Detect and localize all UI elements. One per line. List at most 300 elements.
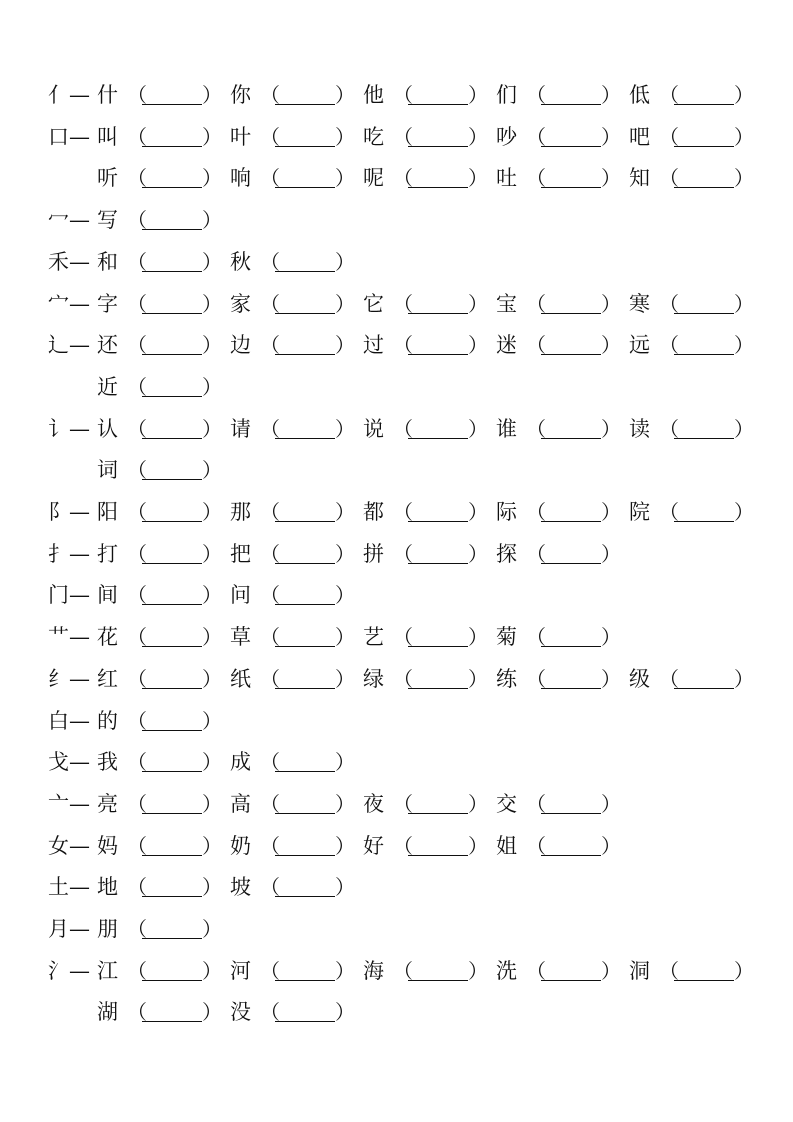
paren-close: ） [601, 166, 621, 190]
paren-open: （ [127, 250, 147, 274]
character: 花 [97, 625, 118, 649]
paren-open: （ [127, 750, 147, 774]
answer-blank [275, 855, 335, 856]
paren-close: ） [335, 625, 355, 649]
character: 好 [363, 834, 384, 858]
answer-blank [541, 354, 601, 355]
character: 边 [230, 333, 251, 357]
character: 吵 [496, 125, 517, 149]
radical-label: 月— [48, 917, 90, 941]
answer-input[interactable] [275, 999, 335, 1021]
character: 认 [97, 417, 118, 441]
paren-open: （ [127, 500, 147, 524]
answer-input[interactable] [142, 999, 202, 1021]
character: 河 [230, 959, 251, 983]
paren-close: ） [468, 292, 488, 316]
answer-input[interactable] [541, 958, 601, 980]
answer-input[interactable] [674, 332, 734, 354]
paren-open: （ [393, 667, 413, 691]
character: 我 [97, 750, 118, 774]
character: 的 [97, 709, 118, 733]
exercise-row [0, 582, 793, 608]
answer-input[interactable] [541, 124, 601, 146]
paren-close: ） [734, 417, 754, 441]
answer-input[interactable] [142, 791, 202, 813]
paren-close: ） [335, 834, 355, 858]
answer-blank [674, 438, 734, 439]
answer-input[interactable] [674, 416, 734, 438]
paren-close: ） [601, 292, 621, 316]
answer-input[interactable] [275, 416, 335, 438]
answer-input[interactable] [275, 82, 335, 104]
exercise-row [0, 749, 793, 775]
answer-input[interactable] [142, 582, 202, 604]
answer-input[interactable] [541, 82, 601, 104]
answer-blank [142, 229, 202, 230]
answer-blank [541, 187, 601, 188]
exercise-row [0, 249, 793, 275]
paren-open: （ [260, 83, 280, 107]
paren-close: ） [202, 1000, 222, 1024]
answer-blank [674, 104, 734, 105]
answer-input[interactable] [408, 666, 468, 688]
character: 吐 [496, 166, 517, 190]
answer-blank [142, 271, 202, 272]
exercise-row [0, 82, 793, 108]
answer-input[interactable] [275, 749, 335, 771]
paren-open: （ [659, 83, 679, 107]
paren-open: （ [260, 750, 280, 774]
exercise-row [0, 624, 793, 650]
answer-blank [674, 980, 734, 981]
exercise-row [0, 457, 793, 483]
answer-input[interactable] [275, 291, 335, 313]
character: 艺 [363, 625, 384, 649]
character: 江 [97, 959, 118, 983]
paren-open: （ [260, 417, 280, 441]
paren-close: ） [468, 542, 488, 566]
answer-blank [142, 313, 202, 314]
paren-close: ） [468, 792, 488, 816]
answer-input[interactable] [408, 165, 468, 187]
answer-input[interactable] [674, 291, 734, 313]
answer-blank [408, 146, 468, 147]
paren-open: （ [127, 667, 147, 691]
paren-close: ） [202, 625, 222, 649]
answer-input[interactable] [408, 82, 468, 104]
paren-open: （ [260, 959, 280, 983]
paren-open: （ [260, 166, 280, 190]
answer-input[interactable] [142, 958, 202, 980]
answer-input[interactable] [275, 124, 335, 146]
paren-close: ） [202, 83, 222, 107]
answer-input[interactable] [408, 958, 468, 980]
paren-close: ） [468, 166, 488, 190]
paren-open: （ [526, 292, 546, 316]
character: 问 [230, 583, 251, 607]
exercise-row [0, 374, 793, 400]
paren-open: （ [127, 959, 147, 983]
exercise-row [0, 833, 793, 859]
answer-blank [275, 771, 335, 772]
answer-blank [142, 104, 202, 105]
paren-close: ） [734, 292, 754, 316]
answer-input[interactable] [408, 416, 468, 438]
answer-blank [408, 438, 468, 439]
paren-open: （ [260, 625, 280, 649]
character: 级 [629, 667, 650, 691]
answer-input[interactable] [275, 541, 335, 563]
radical-label: 白— [48, 709, 90, 733]
character: 红 [97, 667, 118, 691]
paren-close: ） [335, 417, 355, 441]
answer-input[interactable] [142, 249, 202, 271]
paren-close: ） [601, 959, 621, 983]
answer-blank [275, 104, 335, 105]
answer-input[interactable] [408, 291, 468, 313]
radical-label: 冖— [48, 208, 90, 232]
answer-input[interactable] [275, 582, 335, 604]
character: 绿 [363, 667, 384, 691]
answer-input[interactable] [275, 666, 335, 688]
answer-blank [275, 521, 335, 522]
paren-close: ） [468, 83, 488, 107]
answer-blank [408, 813, 468, 814]
paren-close: ） [335, 500, 355, 524]
paren-open: （ [127, 333, 147, 357]
answer-blank [674, 688, 734, 689]
answer-blank [541, 646, 601, 647]
answer-input[interactable] [142, 332, 202, 354]
answer-input[interactable] [142, 708, 202, 730]
character: 请 [230, 417, 251, 441]
paren-open: （ [526, 83, 546, 107]
answer-blank [408, 354, 468, 355]
answer-blank [674, 354, 734, 355]
character: 间 [97, 583, 118, 607]
exercise-row [0, 499, 793, 525]
paren-open: （ [260, 292, 280, 316]
exercise-row [0, 708, 793, 734]
character: 什 [97, 83, 118, 107]
paren-close: ） [468, 959, 488, 983]
answer-blank [142, 438, 202, 439]
answer-input[interactable] [275, 791, 335, 813]
answer-blank [408, 980, 468, 981]
paren-close: ） [601, 125, 621, 149]
answer-input[interactable] [674, 666, 734, 688]
paren-open: （ [260, 1000, 280, 1024]
answer-blank [541, 813, 601, 814]
answer-input[interactable] [275, 249, 335, 271]
radical-label: 阝— [48, 500, 90, 524]
answer-input[interactable] [142, 416, 202, 438]
paren-close: ） [468, 417, 488, 441]
paren-close: ） [335, 583, 355, 607]
paren-close: ） [202, 542, 222, 566]
answer-blank [142, 771, 202, 772]
paren-open: （ [127, 792, 147, 816]
character: 纸 [230, 667, 251, 691]
paren-close: ） [601, 83, 621, 107]
answer-input[interactable] [275, 332, 335, 354]
paren-close: ） [734, 83, 754, 107]
character: 听 [97, 166, 118, 190]
character: 奶 [230, 834, 251, 858]
paren-close: ） [335, 83, 355, 107]
answer-input[interactable] [275, 958, 335, 980]
paren-open: （ [526, 959, 546, 983]
exercise-row [0, 291, 793, 317]
paren-close: ） [202, 292, 222, 316]
radical-label: 宀— [48, 292, 90, 316]
answer-blank [142, 688, 202, 689]
paren-open: （ [526, 792, 546, 816]
paren-open: （ [260, 834, 280, 858]
answer-blank [142, 896, 202, 897]
character: 夜 [363, 792, 384, 816]
answer-input[interactable] [674, 124, 734, 146]
answer-blank [142, 146, 202, 147]
answer-blank [674, 187, 734, 188]
answer-input[interactable] [275, 499, 335, 521]
radical-label: 女— [48, 834, 90, 858]
paren-open: （ [393, 292, 413, 316]
paren-close: ） [734, 959, 754, 983]
character: 吧 [629, 125, 650, 149]
character: 们 [496, 83, 517, 107]
exercise-row [0, 124, 793, 150]
answer-input[interactable] [142, 457, 202, 479]
answer-input[interactable] [275, 874, 335, 896]
answer-input[interactable] [142, 165, 202, 187]
paren-open: （ [260, 875, 280, 899]
answer-input[interactable] [408, 833, 468, 855]
answer-input[interactable] [674, 499, 734, 521]
paren-close: ） [601, 542, 621, 566]
answer-input[interactable] [142, 207, 202, 229]
answer-input[interactable] [541, 624, 601, 646]
radical-label: 亠— [48, 792, 90, 816]
paren-close: ） [202, 667, 222, 691]
paren-open: （ [260, 333, 280, 357]
answer-input[interactable] [142, 916, 202, 938]
answer-input[interactable] [142, 541, 202, 563]
character: 它 [363, 292, 384, 316]
answer-blank [275, 813, 335, 814]
paren-open: （ [659, 500, 679, 524]
answer-input[interactable] [275, 624, 335, 646]
character: 过 [363, 333, 384, 357]
answer-input[interactable] [408, 624, 468, 646]
paren-open: （ [127, 83, 147, 107]
exercise-row [0, 999, 793, 1025]
answer-input[interactable] [674, 82, 734, 104]
answer-input[interactable] [674, 165, 734, 187]
character: 院 [629, 500, 650, 524]
character: 和 [97, 250, 118, 274]
answer-blank [142, 646, 202, 647]
character: 响 [230, 166, 251, 190]
paren-close: ） [202, 917, 222, 941]
paren-close: ） [335, 1000, 355, 1024]
answer-input[interactable] [408, 332, 468, 354]
character: 探 [496, 542, 517, 566]
paren-open: （ [260, 542, 280, 566]
answer-input[interactable] [142, 82, 202, 104]
paren-close: ） [734, 166, 754, 190]
answer-blank [142, 563, 202, 564]
answer-input[interactable] [408, 791, 468, 813]
radical-label: 扌— [48, 542, 90, 566]
paren-close: ） [202, 375, 222, 399]
exercise-row [0, 874, 793, 900]
character: 叫 [97, 125, 118, 149]
answer-blank [142, 855, 202, 856]
answer-blank [541, 855, 601, 856]
answer-blank [408, 104, 468, 105]
paren-open: （ [659, 166, 679, 190]
paren-open: （ [526, 500, 546, 524]
radical-label: 土— [48, 875, 90, 899]
answer-blank [275, 980, 335, 981]
paren-open: （ [526, 834, 546, 858]
answer-input[interactable] [142, 374, 202, 396]
character: 呢 [363, 166, 384, 190]
character: 把 [230, 542, 251, 566]
answer-blank [408, 313, 468, 314]
answer-input[interactable] [142, 666, 202, 688]
answer-input[interactable] [541, 499, 601, 521]
answer-blank [541, 146, 601, 147]
character: 低 [629, 83, 650, 107]
paren-close: ） [335, 333, 355, 357]
paren-close: ） [468, 834, 488, 858]
answer-input[interactable] [142, 499, 202, 521]
paren-open: （ [393, 834, 413, 858]
answer-input[interactable] [408, 124, 468, 146]
paren-open: （ [127, 166, 147, 190]
paren-close: ） [601, 625, 621, 649]
paren-close: ） [468, 625, 488, 649]
character: 写 [97, 208, 118, 232]
paren-close: ） [601, 667, 621, 691]
character: 他 [363, 83, 384, 107]
answer-input[interactable] [408, 541, 468, 563]
character: 湖 [97, 1000, 118, 1024]
answer-input[interactable] [408, 499, 468, 521]
answer-input[interactable] [142, 291, 202, 313]
paren-open: （ [659, 667, 679, 691]
paren-open: （ [393, 166, 413, 190]
answer-input[interactable] [142, 124, 202, 146]
paren-close: ） [335, 667, 355, 691]
paren-close: ） [335, 542, 355, 566]
character: 亮 [97, 792, 118, 816]
radical-label: 艹— [48, 625, 90, 649]
character: 还 [97, 333, 118, 357]
answer-input[interactable] [142, 833, 202, 855]
character: 朋 [97, 917, 118, 941]
paren-close: ） [335, 959, 355, 983]
answer-blank [275, 187, 335, 188]
answer-input[interactable] [541, 833, 601, 855]
character: 际 [496, 500, 517, 524]
paren-close: ） [468, 500, 488, 524]
answer-input[interactable] [541, 291, 601, 313]
answer-blank [408, 187, 468, 188]
answer-input[interactable] [541, 541, 601, 563]
character: 都 [363, 500, 384, 524]
character: 菊 [496, 625, 517, 649]
character: 字 [97, 292, 118, 316]
answer-input[interactable] [541, 416, 601, 438]
answer-input[interactable] [541, 332, 601, 354]
answer-blank [541, 438, 601, 439]
answer-input[interactable] [541, 666, 601, 688]
paren-close: ） [202, 333, 222, 357]
answer-blank [142, 938, 202, 939]
paren-close: ） [335, 250, 355, 274]
answer-blank [275, 896, 335, 897]
answer-input[interactable] [142, 749, 202, 771]
paren-open: （ [659, 417, 679, 441]
answer-blank [275, 438, 335, 439]
paren-open: （ [127, 917, 147, 941]
answer-blank [408, 563, 468, 564]
paren-open: （ [127, 125, 147, 149]
paren-close: ） [202, 125, 222, 149]
paren-open: （ [393, 417, 413, 441]
paren-open: （ [659, 125, 679, 149]
character: 吃 [363, 125, 384, 149]
answer-input[interactable] [541, 791, 601, 813]
paren-close: ） [202, 417, 222, 441]
paren-open: （ [526, 166, 546, 190]
character: 家 [230, 292, 251, 316]
paren-open: （ [393, 625, 413, 649]
character: 地 [97, 875, 118, 899]
character: 说 [363, 417, 384, 441]
answer-blank [275, 313, 335, 314]
answer-input[interactable] [275, 833, 335, 855]
answer-blank [408, 688, 468, 689]
paren-open: （ [526, 125, 546, 149]
paren-close: ） [468, 333, 488, 357]
radical-label: 纟— [48, 667, 90, 691]
paren-open: （ [127, 583, 147, 607]
paren-close: ） [601, 792, 621, 816]
exercise-row [0, 332, 793, 358]
answer-blank [541, 688, 601, 689]
answer-input[interactable] [674, 958, 734, 980]
paren-close: ） [335, 166, 355, 190]
character: 词 [97, 458, 118, 482]
paren-open: （ [393, 792, 413, 816]
character: 迷 [496, 333, 517, 357]
character: 妈 [97, 834, 118, 858]
answer-input[interactable] [142, 874, 202, 896]
paren-close: ） [202, 500, 222, 524]
paren-close: ） [468, 667, 488, 691]
character: 没 [230, 1000, 251, 1024]
character: 读 [629, 417, 650, 441]
answer-input[interactable] [541, 165, 601, 187]
answer-input[interactable] [275, 165, 335, 187]
answer-input[interactable] [142, 624, 202, 646]
radical-label: 氵— [48, 959, 90, 983]
exercise-row [0, 416, 793, 442]
